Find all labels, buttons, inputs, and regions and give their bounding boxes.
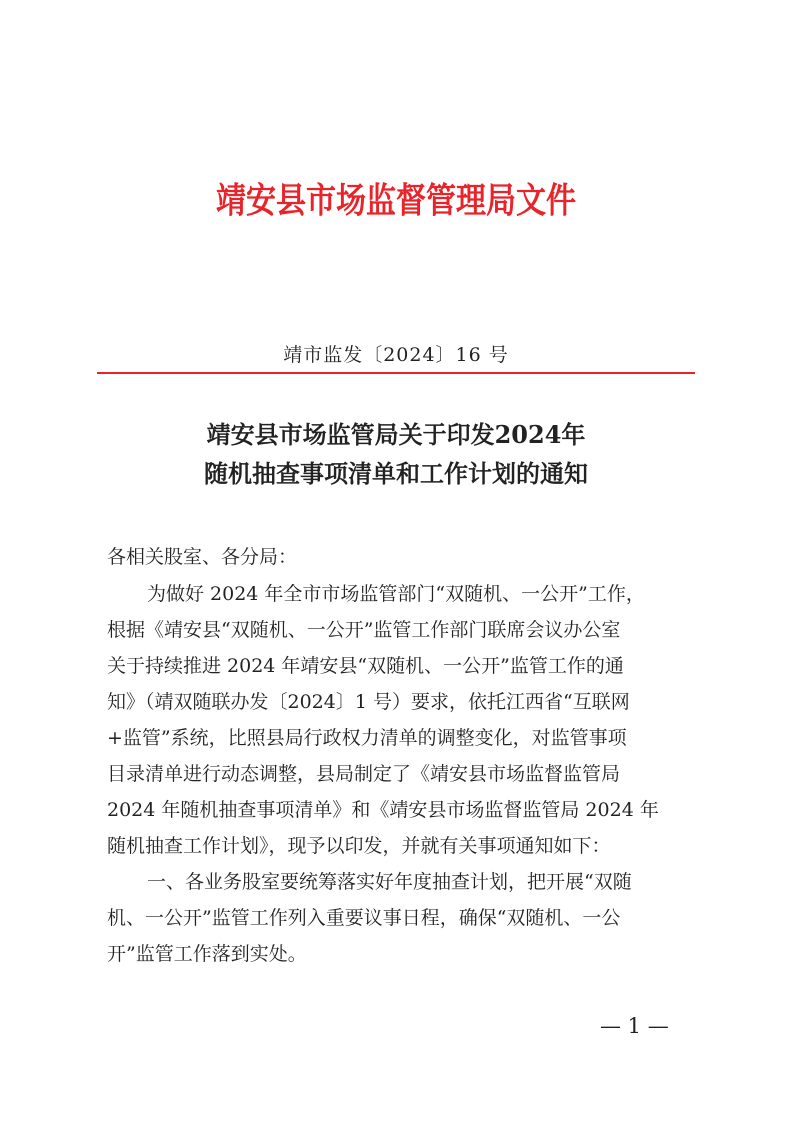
red-divider-line — [97, 372, 695, 374]
body-line-7: 2024 年随机抽查事项清单》和《靖安县市场监督监管局 2024 年 — [107, 799, 659, 821]
document-number: 靖市监发〔2024〕16 号 — [283, 344, 509, 366]
body-line-1: 为做好 2024 年全市市场监管部门“双随机、一公开”工作， — [147, 583, 645, 605]
body-line-9: 一、各业务股室要统筹落实好年度抽查计划，把开展“双随 — [147, 871, 632, 893]
document-header-title: 靖安县市场监督管理局文件 — [216, 180, 576, 222]
body-line-2: 根据《靖安县“双随机、一公开”监管工作部门联席会议办公室 — [107, 619, 621, 641]
notice-title-line-2: 随机抽查事项清单和工作计划的通知 — [204, 459, 588, 488]
body-line-3: 关于持续推进 2024 年靖安县“双随机、一公开”监管工作的通 — [107, 655, 624, 677]
body-line-4: 知》（靖双随联办发〔2024〕1 号）要求，依托江西省“互联网 — [107, 691, 630, 713]
body-line-10: 机、一公开”监管工作列入重要议事日程，确保“双随机、一公 — [107, 907, 621, 929]
body-line-5: +监管”系统，比照县局行政权力清单的调整变化，对监管事项 — [107, 727, 627, 749]
body-line-6: 目录清单进行动态调整，县局制定了《靖安县市场监督监管局 — [107, 763, 621, 785]
notice-title-line-1: 靖安县市场监管局关于印发2024年 — [206, 420, 586, 449]
body-line-11: 开”监管工作落到实处。 — [107, 943, 307, 965]
salutation: 各相关股室、各分局： — [107, 546, 298, 568]
page-number: — 1 — — [600, 1014, 669, 1038]
body-line-8: 随机抽查工作计划》，现予以印发，并就有关事项通知如下： — [107, 835, 611, 857]
